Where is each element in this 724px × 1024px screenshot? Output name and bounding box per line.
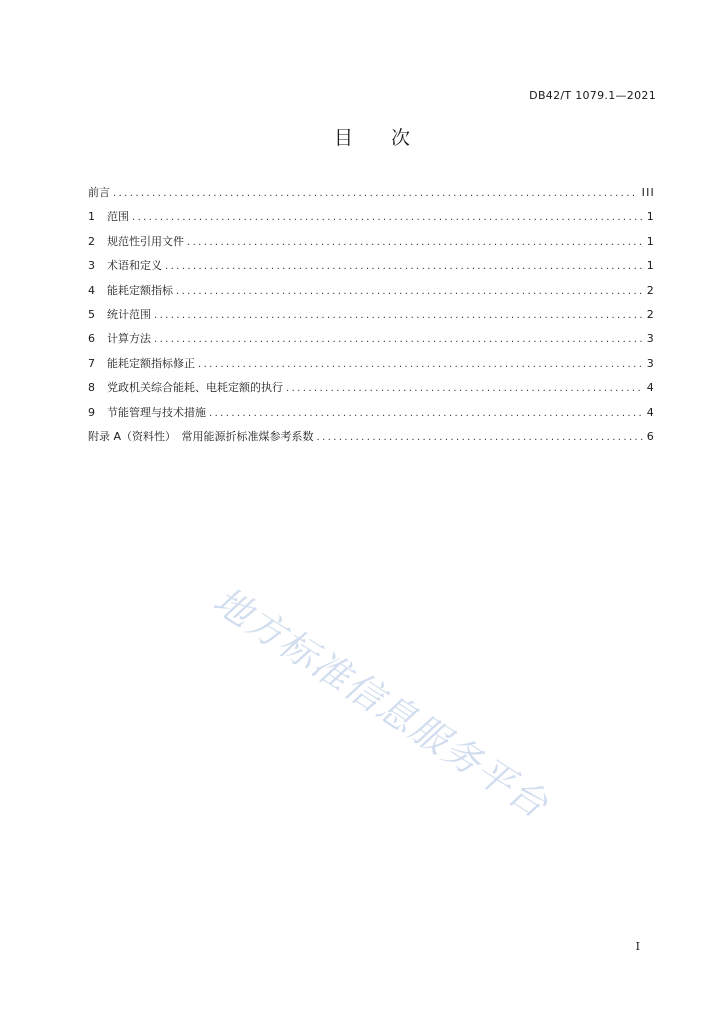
toc-entry-number: 1 [88, 210, 95, 224]
page-number: I [635, 940, 640, 953]
toc-leader-dots [317, 428, 643, 448]
toc-entry-page: 3 [646, 332, 655, 346]
toc-entry-page: III [641, 186, 655, 199]
toc-entry-label: 术语和定义 [107, 259, 162, 273]
toc-entry-number: 9 [88, 405, 95, 419]
toc-entry-page: 2 [646, 283, 655, 297]
toc-leader-dots [209, 404, 643, 424]
toc-leader-dots [132, 208, 643, 228]
toc-entry-label: 计算方法 [107, 332, 151, 346]
toc-title-char-1: 目 [333, 127, 353, 149]
toc-entry-9[interactable] [88, 403, 655, 427]
toc-title [0, 123, 724, 150]
toc-leader-dots [176, 282, 643, 302]
toc-entry-number: 4 [88, 283, 95, 297]
toc-entry-label: 能耗定额指标 [107, 283, 173, 297]
toc-entry-8[interactable] [88, 378, 655, 402]
toc-leader-dots [187, 233, 643, 253]
toc-entry-label: 能耗定额指标修正 [107, 356, 195, 370]
toc-entry-number: 2 [88, 234, 95, 248]
toc-entry-label: 规范性引用文件 [107, 234, 184, 248]
table-of-contents [88, 183, 655, 451]
toc-entry-number: 5 [88, 307, 95, 321]
toc-entry-3[interactable] [88, 256, 655, 280]
toc-entry-7[interactable] [88, 354, 655, 378]
toc-leader-dots [165, 257, 643, 277]
toc-leader-dots [198, 355, 643, 375]
toc-entry-appendix-a[interactable] [88, 427, 655, 451]
toc-title-char-2: 次 [391, 127, 411, 149]
toc-entry-6[interactable] [88, 329, 655, 353]
document-code: DB42/T 1079.1—2021 [529, 89, 656, 102]
toc-leader-dots [154, 306, 643, 326]
toc-entry-page: 4 [646, 381, 655, 395]
toc-leader-dots [154, 330, 643, 350]
toc-entry-page: 3 [646, 356, 655, 370]
toc-entry-1[interactable] [88, 207, 655, 231]
toc-entry-foreword[interactable] [88, 183, 655, 207]
toc-entry-label: 党政机关综合能耗、电耗定额的执行 [107, 381, 283, 395]
toc-entry-5[interactable] [88, 305, 655, 329]
toc-entry-2[interactable] [88, 232, 655, 256]
toc-entry-label: 节能管理与技术措施 [107, 405, 206, 419]
toc-entry-number: 3 [88, 259, 95, 273]
toc-entry-page: 1 [646, 234, 655, 248]
toc-entry-label: 范围 [107, 210, 129, 224]
toc-leader-dots [113, 184, 638, 204]
toc-entry-page: 1 [646, 210, 655, 224]
toc-entry-label: 附录 A（资料性） 常用能源折标准煤参考系数 [88, 429, 314, 443]
toc-entry-page: 1 [646, 259, 655, 273]
toc-leader-dots [286, 379, 643, 399]
toc-entry-4[interactable] [88, 281, 655, 305]
watermark: 地方标准信息服务平台 [205, 578, 557, 828]
toc-entry-label: 前言 [88, 186, 110, 199]
toc-entry-number: 8 [88, 381, 95, 395]
toc-entry-page: 6 [646, 429, 655, 443]
toc-entry-page: 4 [646, 405, 655, 419]
toc-entry-number: 7 [88, 356, 95, 370]
toc-entry-label: 统计范围 [107, 307, 151, 321]
toc-entry-number: 6 [88, 332, 95, 346]
toc-entry-page: 2 [646, 307, 655, 321]
